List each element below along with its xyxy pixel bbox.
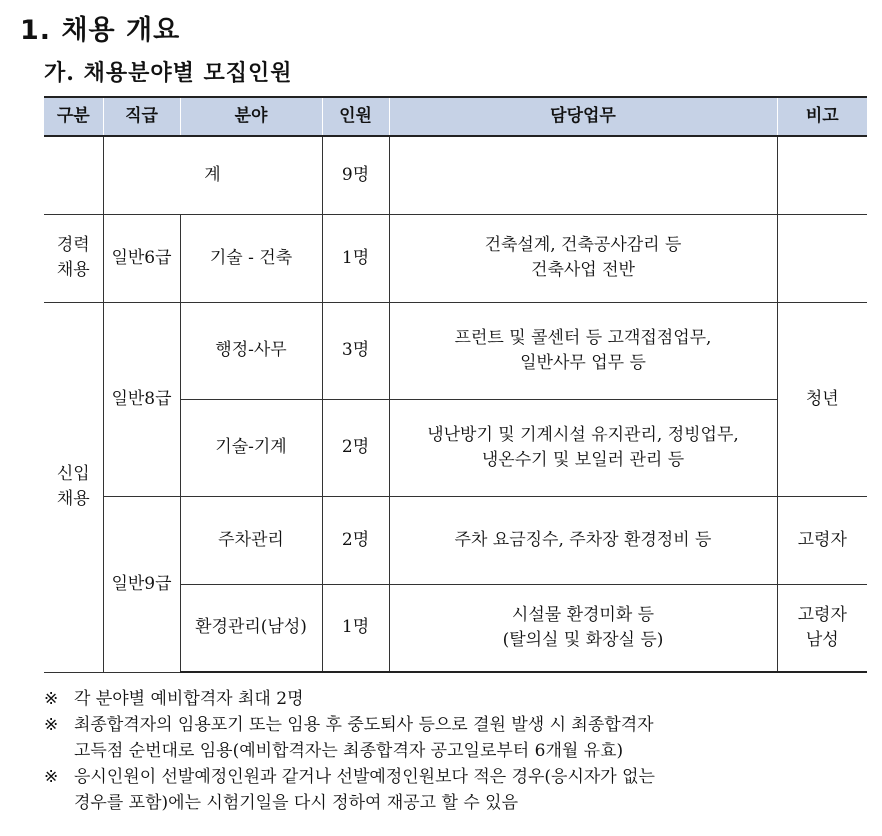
note-line: 고령자 [797,529,847,550]
grade-cell: 일반8급 [103,302,180,496]
header-field: 분야 [180,97,322,136]
header-duty: 담당업무 [389,97,777,136]
count-cell: 2명 [322,399,389,496]
footnote-line: 고득점 순번대로 임용(예비합격자는 최종합격자 공고일로부터 6개월 유효) [74,741,624,761]
group-new: 신입 채용 [44,302,103,672]
duty-line: (탈의실 및 화장실 등) [502,629,664,650]
footnote-line: 최종합격자의 임용포기 또는 임용 후 중도퇴사 등으로 결원 발생 시 최종합격자 [74,715,654,735]
footnote [44,764,655,816]
table-row [44,302,867,399]
field-cell: 행정-사무 [180,302,322,399]
recruitment-table [44,96,867,673]
field-cell: 기술-기계 [180,399,322,496]
duty-cell [389,399,777,496]
duty-cell [389,302,777,399]
duty-line: 시설물 환경미화 등 [511,605,655,626]
footnote-line: 각 분야별 예비합격자 최대 2명 [74,689,304,709]
note-cell [777,214,867,302]
footnote [44,712,655,764]
duty-line: 냉난방기 및 기계시설 유지관리, 정빙업무, [427,424,739,445]
count-cell: 1명 [322,214,389,302]
total-note [777,136,867,214]
duty-line: 건축사업 전반 [531,260,635,280]
footnotes [44,686,655,816]
total-row [44,136,867,214]
footnote [44,686,655,712]
duty-cell [389,584,777,672]
group-career: 경력 채용 [44,214,103,302]
footnote-line: 응시인원이 선발예정인원과 같거나 선발예정인원보다 적은 경우(응시자가 없는 [74,767,655,787]
duty-line: 주차 요금징수, 주차장 환경정비 등 [454,529,712,550]
header-note: 비고 [777,97,867,136]
header-grade: 직급 [103,97,180,136]
note-cell [777,496,867,584]
note-line: 남성 [805,629,839,650]
subsection-heading: 가. 채용분야별 모집인원 [44,60,293,86]
note-cell: 청년 [777,302,867,496]
count-cell: 2명 [322,496,389,584]
header-count: 인원 [322,97,389,136]
duty-line: 냉온수기 및 보일러 관리 등 [481,449,685,470]
table-row [44,214,867,302]
duty-line: 일반사무 업무 등 [520,352,646,373]
field-cell: 기술 - 건축 [180,214,322,302]
reference-mark-icon: ※ [44,689,59,709]
footnote-line: 경우를 포함)에는 시험기일을 다시 정하여 재공고 할 수 있음 [74,793,518,813]
note-line: 고령자 [797,605,847,626]
table-row [44,496,867,584]
grade-cell: 일반9급 [103,496,180,672]
section-heading: 1. 채용 개요 [20,15,181,46]
note-cell [777,584,867,672]
count-cell: 3명 [322,302,389,399]
duty-cell [389,214,777,302]
field-cell: 환경관리(남성) [180,584,322,672]
table-header-row [44,97,867,136]
total-label: 계 [103,136,322,214]
duty-line: 건축설계, 건축공사감리 등 [484,235,682,256]
total-blank [44,136,103,214]
reference-mark-icon: ※ [44,767,59,787]
total-duty [389,136,777,214]
field-cell: 주차관리 [180,496,322,584]
total-count: 9명 [322,136,389,214]
count-cell: 1명 [322,584,389,672]
duty-line: 프런트 및 콜센터 등 고객접점업무, [454,327,712,348]
grade-cell: 일반6급 [103,214,180,302]
duty-cell [389,496,777,584]
header-category: 구분 [44,97,103,136]
reference-mark-icon: ※ [44,715,59,735]
